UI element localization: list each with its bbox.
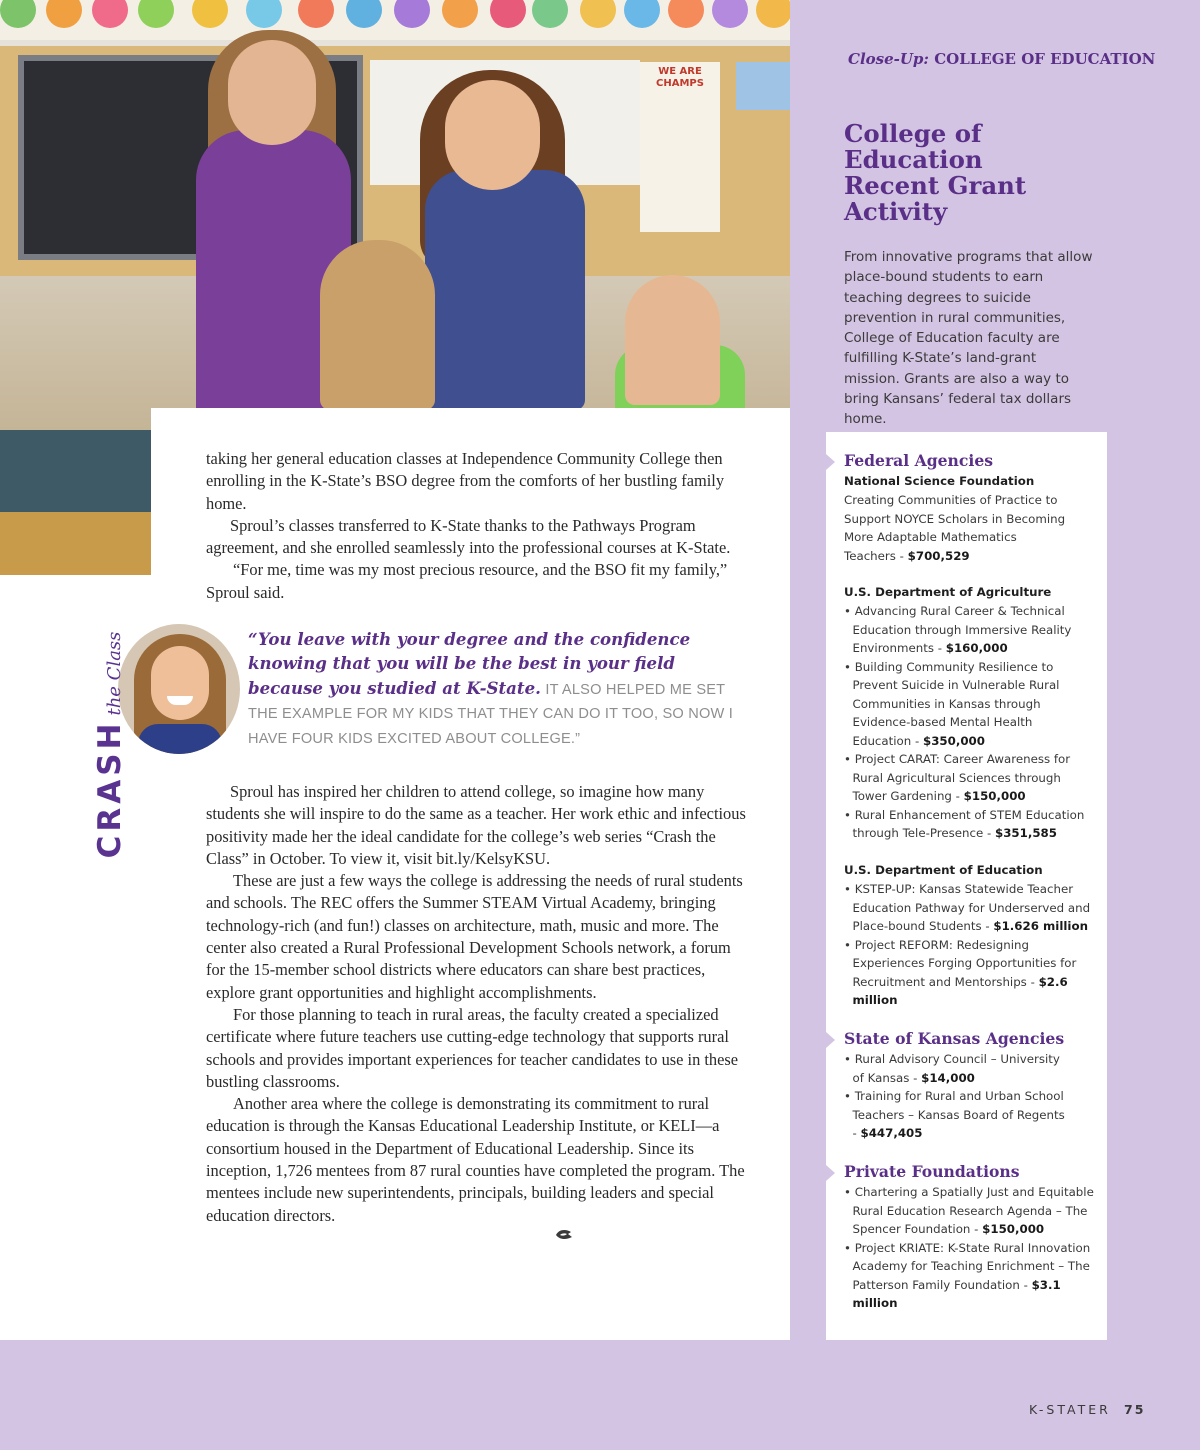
grant-amount: $150,000 — [982, 1222, 1045, 1236]
grant-description: • Advancing Rural Career & Technical Education through Immersive Reality Environments - — [844, 604, 1072, 655]
grant-amount: $3.1 million — [852, 1277, 1061, 1310]
pull-quote-highlight: “You leave with your degree and the confidence knowing that you will be the best in your field because you studied at K-State. — [248, 629, 691, 698]
portrait-shirt — [138, 724, 222, 754]
grant-item — [844, 658, 1090, 751]
grant-description: • KSTEP-UP: Kansas Statewide Teacher Education Pathway for Underserved and Place-bound Students - — [844, 882, 1091, 933]
article-text-top — [206, 448, 746, 604]
grant-amount: $1.626 million — [993, 919, 1088, 933]
champs-poster — [640, 62, 720, 232]
grant-amount: $350,000 — [923, 733, 985, 748]
grant-item — [844, 1087, 1069, 1143]
kicker-closeup: Close-Up: — [848, 50, 929, 68]
section-arrow-icon — [826, 1032, 835, 1048]
teacher-2-dress — [425, 170, 585, 410]
pull-quote — [248, 627, 748, 751]
wall-poster — [736, 62, 790, 110]
section-arrow-icon — [826, 454, 835, 470]
grant-description: Creating Communities of Practice to Support NOYCE Scholars in Becoming More Adaptable Mathematics Teachers - — [844, 493, 1066, 563]
grant-amount: $447,405 — [860, 1126, 923, 1140]
magazine-name: K-STATER — [1029, 1402, 1111, 1417]
section-arrow-icon — [826, 1165, 835, 1181]
usda-heading: U.S. Department of Agriculture — [844, 585, 1052, 599]
page-number: 75 — [1124, 1402, 1146, 1417]
kicker-college: COLLEGE OF EDUCATION — [928, 50, 1156, 68]
champs-poster-text: WE ARE CHAMPS — [656, 66, 704, 89]
grant-description: • Rural Advisory Council – University of Kansas - — [844, 1052, 1060, 1085]
article-paragraph: “For me, time was my most precious resource, and the BSO fit my family,” Sproul said. — [206, 560, 728, 602]
state-agencies-heading: State of Kansas Agencies — [844, 1029, 1065, 1048]
grant-amount: $14,000 — [921, 1070, 975, 1085]
doe-heading: U.S. Department of Education — [844, 863, 1043, 877]
grant-item — [844, 1183, 1094, 1239]
rug — [0, 512, 151, 575]
the-class-words: the Class — [104, 631, 125, 716]
portrait-face — [151, 646, 209, 720]
grant-amount: $2.6 million — [852, 974, 1068, 1007]
article-paragraph: Sproul has inspired her children to attend college, so imagine how many students she will inspire to do the same as a teacher. Her work ethic and infectious positivity made her the ideal candidate for the college’s web series “Crash the Class” in October. To view it, visit bit.ly/KelsyKSU. — [206, 782, 746, 868]
article-paragraph: taking her general education classes at Independence Community College then enrolling in the K-State’s BSO degree from the comforts of her bustling family home. — [206, 449, 725, 513]
nsf-heading: National Science Foundation — [844, 474, 1035, 488]
grant-description: • Project REFORM: Redesigning Experiences Forging Opportunities for Recruitment and Mentorships - — [844, 937, 1077, 989]
article-paragraph: For those planning to teach in rural areas, the faculty created a specialized certificate where future teachers use cutting-edge technology that supports rural schools and provides important experiences for teacher candidates to use in these bustling classrooms. — [206, 1004, 739, 1091]
grant-amount: $351,585 — [995, 826, 1057, 840]
nsf-grant — [844, 491, 1069, 565]
grant-description: • Project CARAT: Career Awareness for Rural Agricultural Sciences through Tower Gardening - — [844, 752, 1071, 803]
article-text-bottom — [206, 781, 746, 1227]
grant-item — [844, 602, 1090, 658]
federal-agencies-heading: Federal Agencies — [844, 451, 994, 470]
pull-quote-continuation: IT ALSO HELPED ME SET THE EXAMPLE FOR MY KIDS THAT THEY CAN DO IT TOO, SO NOW I HAVE FOUR KIDS EXCITED ABOUT COLLEGE.” — [248, 681, 733, 747]
student-1 — [320, 240, 435, 410]
grant-description: • Training for Rural and Urban School Teachers – Kansas Board of Regents - — [844, 1089, 1065, 1140]
grant-item — [844, 1050, 1069, 1087]
grant-description: • Building Community Resilience to Prevent Suicide in Vulnerable Rural Communities in Kansas through Evidence-based Mental Health Education - — [844, 659, 1060, 748]
grant-item — [844, 750, 1090, 806]
sidebar-intro: From innovative programs that allow place-bound students to earn teaching degrees to suicide prevention in rural communities, College of Education faculty are fulfilling K-State’s land-grant mission. Grants are also a way to bring Kansans’ federal tax dollars home. — [844, 249, 1093, 428]
alphabet-banner — [0, 0, 790, 40]
grant-item — [844, 936, 1096, 1010]
private-grant-list — [844, 1183, 1094, 1313]
kelsy-sproul-portrait — [118, 624, 240, 754]
grant-description: • Chartering a Spatially Just and Equitable Rural Education Research Agenda – The Spencer Foundation - — [844, 1185, 1094, 1236]
crash-the-class-logo — [90, 604, 130, 882]
student-2 — [625, 275, 720, 405]
article-paragraph: Sproul’s classes transferred to K-State thanks to the Pathways Program agreement, and she enrolled seamlessly into the professional courses at K-State. — [206, 515, 731, 558]
grant-description: • Rural Enhancement of STEM Education through Tele-Presence - — [844, 807, 1085, 840]
grant-item — [844, 880, 1096, 936]
sidebar-title: College of Education Recent Grant Activity — [844, 119, 1027, 226]
grant-amount: $150,000 — [963, 789, 1026, 803]
grant-description: • Project KRIATE: K-State Rural Innovation Academy for Teaching Enrichment – The Patterson Family Foundation - — [844, 1240, 1091, 1292]
doe-grant-list — [844, 880, 1096, 1010]
private-foundations-heading: Private Foundations — [844, 1162, 1020, 1181]
grant-amount: $700,529 — [907, 548, 970, 563]
state-grant-list — [844, 1050, 1069, 1143]
teacher-1-face — [228, 40, 316, 145]
article-paragraph: Another area where the college is demonstrating its commitment to rural education is through the Kansas Educational Leadership Institute, or KELI—a consortium housed in the Department of Educational Leadership. Since its inception, 1,726 mentees from 87 rural counties have completed the program. The mentees include new superintendents, principals, building leaders and special education directors. — [206, 1094, 745, 1225]
crash-word: CRASH — [92, 719, 128, 859]
grant-amount: $160,000 — [945, 641, 1008, 655]
teacher-2-face — [445, 80, 540, 190]
powercat-end-icon — [555, 1228, 573, 1242]
section-kicker — [848, 50, 1155, 68]
grant-item — [844, 806, 1090, 843]
article-paragraph: These are just a few ways the college is addressing the needs of rural students and schools. The REC offers the Summer STEAM Virtual Academy, bringing technology-rich (and fun!) classes on architecture, math, music and more. The center also created a Rural Professional Development Schools network, a forum for the 15-member school districts where educators can share best practices, explore grant opportunities and highlight accomplishments. — [206, 871, 743, 1002]
grant-item — [844, 1239, 1094, 1313]
usda-grant-list — [844, 602, 1090, 843]
